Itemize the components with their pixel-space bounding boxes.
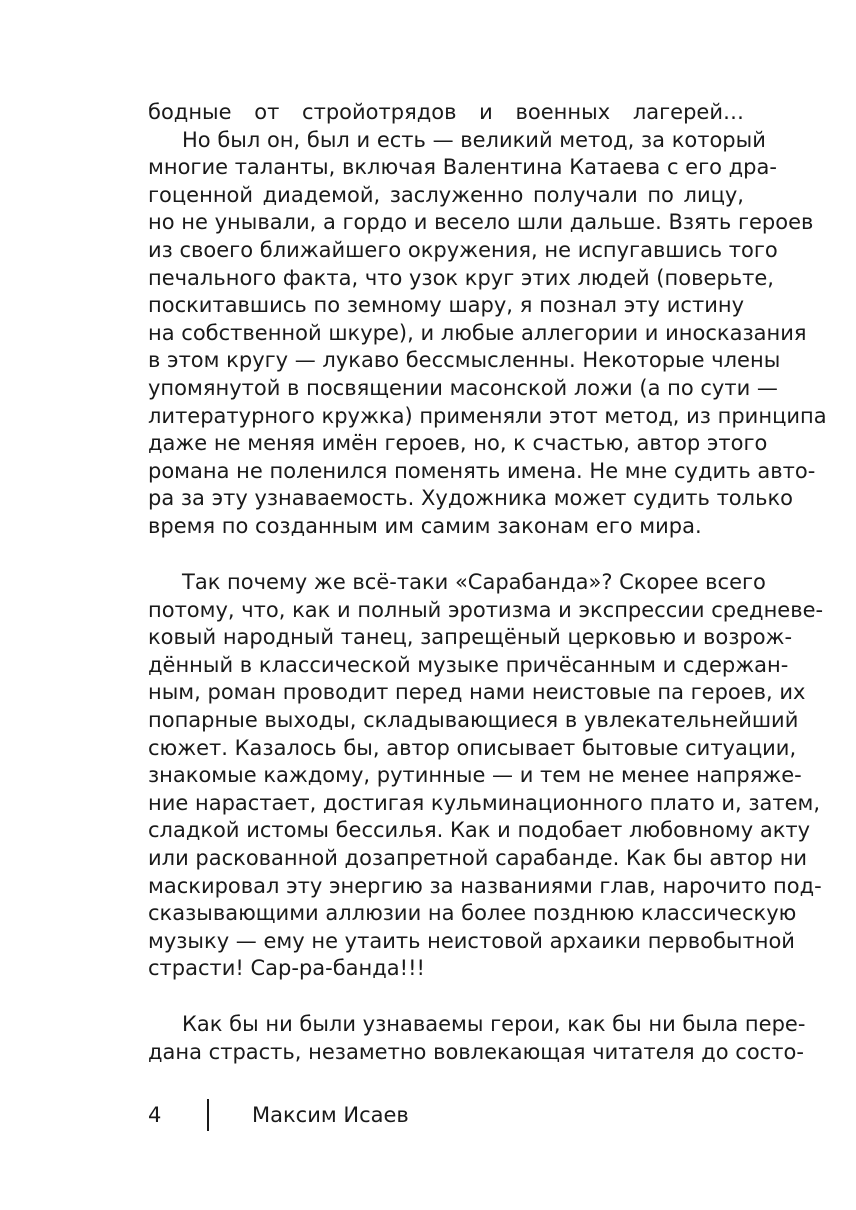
text-line: но не унывали, а гордо и весело шли дальше. Взять героев	[148, 210, 814, 235]
text-line: ным, роман проводит перед нами неистовые па героев, их	[148, 680, 806, 705]
text-line: маскировал эту энергию за названиями глав, нарочито под-	[148, 873, 822, 898]
text-line: музыку — ему не утаить неистовой архаики первобытной	[148, 928, 795, 953]
text-line: Но был он, был и есть — великий метод, за который	[182, 127, 766, 152]
text-line: сказывающими аллюзии на более позднюю классическую	[148, 901, 797, 926]
page-footer	[148, 1099, 548, 1131]
text-line: страсти! Сар-ра-банда!!!	[148, 956, 425, 981]
text-line: печального факта, что узок круг этих людей (поверьте,	[148, 265, 774, 290]
text-line: ра за эту узнаваемость. Художника может судить только	[148, 486, 793, 511]
text-line: романа не поленился поменять имена. Не мне судить авто-	[148, 458, 816, 483]
text-line: из своего ближайшего окружения, не испугавшись того	[148, 237, 778, 262]
text-line: бодные от стройотрядов и военных лагерей…	[148, 100, 744, 124]
text-line: Как бы ни были узнаваемы герои, как бы ни была пере-	[182, 1012, 806, 1036]
text-line: литературного кружка) применяли этот метод, из принципа	[148, 403, 827, 428]
text-line: на собственной шкуре), и любые аллегории и иносказания	[148, 320, 807, 345]
text-line: сладкой истомы бессилья. Как и подобает любовному акту	[148, 818, 811, 843]
text-line: попарные выходы, складывающиеся в увлекательнейший	[148, 707, 799, 732]
text-line: даже не меняя имён героев, но, к счастью, автор этого	[148, 431, 768, 456]
paragraph-2	[148, 569, 824, 983]
text-line: знакомые каждому, рутинные — и тем не менее напряже-	[148, 763, 802, 788]
paragraph-3	[148, 1011, 806, 1066]
text-line: ние нарастает, достигая кульминационного плато и, затем,	[148, 790, 821, 815]
text-line: потому, что, как и полный эротизма и экспрессии средневе-	[148, 597, 824, 622]
text-line: дана страсть, незаметно вовлекающая читателя до состо-	[148, 1039, 804, 1064]
text-line: гоценной диадемой, заслуженно получали по лицу,	[148, 182, 744, 207]
text-line: сюжет. Казалось бы, автор описывает бытовые ситуации,	[148, 735, 797, 760]
paragraph-1	[148, 99, 827, 541]
running-footer-author: Максим Исаев	[252, 1103, 409, 1127]
text-line: многие таланты, включая Валентина Катаева с его дра-	[148, 155, 777, 180]
page-number: 4	[148, 1103, 162, 1127]
text-line: дённый в классической музыке причёсанным и сдержан-	[148, 652, 789, 677]
text-line: время по созданным им самим законам его мира.	[148, 513, 702, 538]
text-line: Так почему же всё-таки «Сарабанда»? Скорее всего	[182, 570, 766, 594]
text-line: в этом кругу — лукаво бессмысленны. Некоторые члены	[148, 348, 781, 373]
text-line: или раскованной дозапретной сарабанде. Как бы автор ни	[148, 845, 808, 870]
text-line: поскитавшись по земному шару, я познал эту истину	[148, 293, 744, 318]
text-line: упомянутой в посвящении масонской ложи (а по сути —	[148, 375, 778, 400]
text-line: ковый народный танец, запрещёный церковью и возрож-	[148, 625, 793, 650]
footer-divider	[207, 1099, 209, 1131]
